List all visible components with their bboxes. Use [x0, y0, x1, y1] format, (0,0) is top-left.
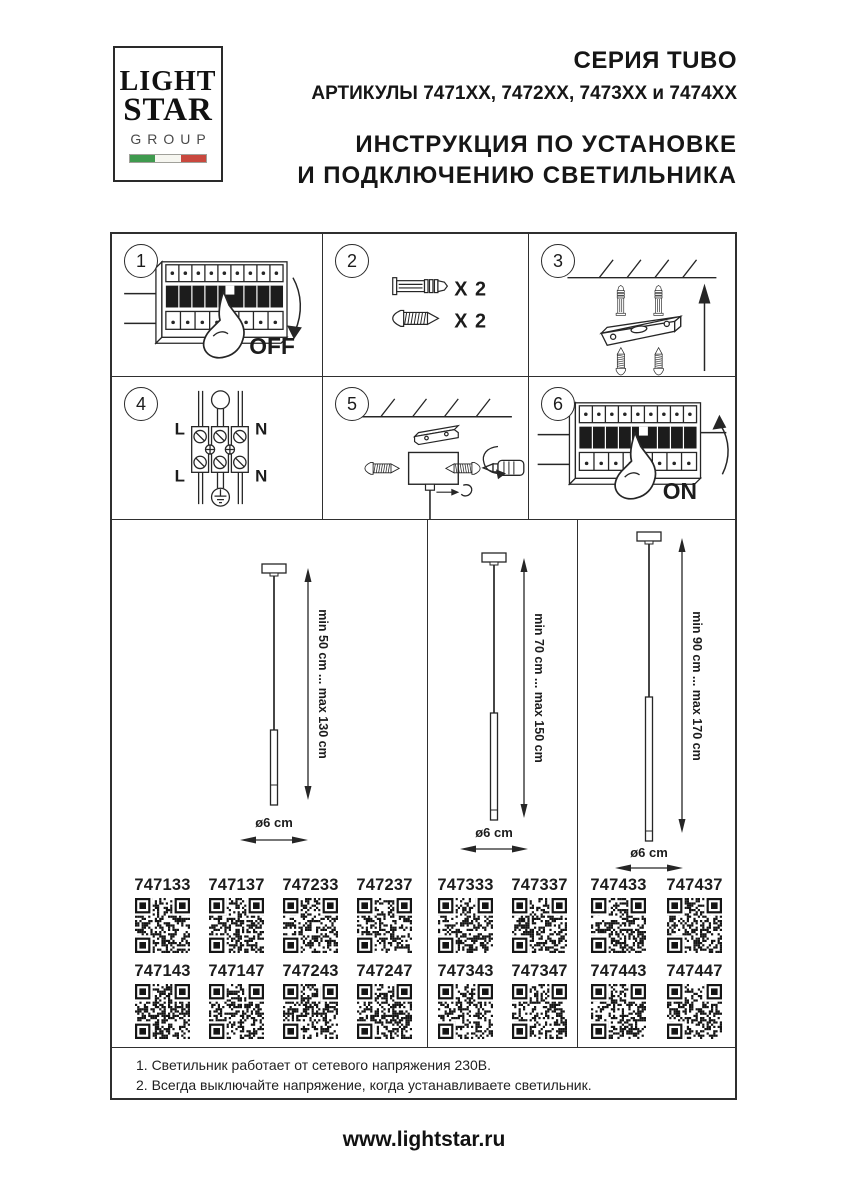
article-number: 747347 — [511, 962, 568, 980]
article-number: 747237 — [356, 876, 413, 894]
qr-code — [135, 898, 190, 953]
article-number: 747247 — [356, 962, 413, 980]
article-number: 747437 — [666, 876, 723, 894]
qr-code — [357, 898, 412, 953]
instruction-title-line2: И ПОДКЛЮЧЕНИЮ СВЕТИЛЬНИКА — [297, 162, 737, 189]
article-item — [429, 963, 503, 1039]
steps-grid — [112, 234, 735, 520]
note-line-2: 2. Всегда выключайте напряжение, когда устанавливаете светильник. — [136, 1077, 592, 1093]
arrow-up-icon — [712, 415, 726, 430]
on-label: ON — [662, 478, 698, 505]
article-item — [581, 877, 657, 953]
article-number: 747243 — [282, 962, 339, 980]
step-number-badge: 6 — [541, 387, 575, 421]
logo-word-group: GROUP — [130, 131, 212, 148]
lamp-column-1 — [112, 520, 428, 1047]
article-item — [429, 877, 503, 953]
article-item — [126, 877, 200, 953]
article-number: 747137 — [208, 876, 265, 894]
articles-subtitle: АРТИКУЛЫ 7471ХХ, 7472ХХ, 7473ХХ и 7474ХХ — [311, 83, 737, 104]
notes-section — [112, 1047, 735, 1098]
article-number: 747447 — [666, 962, 723, 980]
screw-icon — [616, 348, 626, 375]
website-url[interactable]: www.lightstar.ru — [342, 1128, 506, 1151]
lamp-size-section — [112, 520, 735, 1047]
article-number: 747133 — [134, 876, 191, 894]
pendant-lamp-diagram-1 — [112, 520, 428, 872]
article-item — [126, 963, 200, 1039]
article-item — [200, 877, 274, 953]
article-number: 747147 — [208, 962, 265, 980]
lamp-range-label: min 90 cm ... max 170 cm — [690, 611, 704, 761]
step-cell-2 — [323, 234, 529, 377]
qr-code — [135, 984, 190, 1039]
article-item — [581, 963, 657, 1039]
lightstar-logo — [113, 46, 223, 182]
lamp-diameter-label: ø6 cm — [255, 815, 293, 830]
step-cell-4 — [112, 377, 323, 520]
logo-word-star: STAR — [123, 92, 213, 129]
step-cell-1 — [112, 234, 323, 377]
qr-code — [591, 898, 646, 953]
lamp-column-2 — [428, 520, 578, 1047]
terminal-label-N-top: N — [255, 419, 268, 439]
mounting-bracket-icon — [415, 426, 459, 445]
qr-code — [512, 898, 567, 953]
wall-anchor-icon — [654, 285, 663, 315]
step-cell-5 — [323, 377, 529, 520]
article-number: 747143 — [134, 962, 191, 980]
articles-row — [578, 877, 735, 953]
italian-flag-icon — [129, 154, 207, 163]
qr-code — [283, 984, 338, 1039]
article-item — [348, 877, 422, 953]
qr-code — [667, 984, 722, 1039]
step-number-badge: 1 — [124, 244, 158, 278]
qr-code — [438, 898, 493, 953]
instruction-table — [110, 232, 737, 1100]
lamp-diameter-label: ø6 cm — [475, 825, 513, 840]
articles-row — [428, 877, 577, 953]
lamp-range-label: min 50 cm ... max 130 cm — [316, 609, 330, 759]
terminal-label-L-top: L — [174, 419, 185, 439]
note-line-1: 1. Светильник работает от сетевого напряжения 230В. — [136, 1057, 492, 1073]
step-number-badge: 4 — [124, 387, 158, 421]
header-text-block — [297, 47, 737, 191]
article-item — [503, 877, 577, 953]
step-number-badge: 5 — [335, 387, 369, 421]
instruction-title-line1: ИНСТРУКЦИЯ ПО УСТАНОВКЕ — [355, 131, 737, 158]
qr-code — [512, 984, 567, 1039]
qr-code — [591, 984, 646, 1039]
step-number-badge: 3 — [541, 244, 575, 278]
articles-row — [578, 963, 735, 1039]
off-label: OFF — [249, 333, 295, 360]
flag-green-segment — [130, 155, 155, 162]
wall-anchor-icon — [393, 278, 448, 295]
flag-red-segment — [181, 155, 206, 162]
article-number: 747343 — [437, 962, 494, 980]
wall-anchor-icon — [616, 285, 625, 315]
screw-icon — [393, 310, 439, 326]
lamp-diameter-label: ø6 cm — [630, 845, 668, 860]
lamp-column-3 — [578, 520, 735, 1047]
qr-code — [357, 984, 412, 1039]
qr-code — [438, 984, 493, 1039]
terminal-label-L-bottom: L — [174, 466, 185, 486]
article-item — [274, 963, 348, 1039]
article-item — [200, 963, 274, 1039]
instruction-title — [297, 129, 737, 191]
article-number: 747337 — [511, 876, 568, 894]
articles-row — [112, 877, 427, 953]
qr-code — [283, 898, 338, 953]
articles-row — [112, 963, 427, 1039]
step-cell-6 — [529, 377, 735, 520]
pendant-lamp-diagram-3 — [578, 520, 735, 872]
logo-word-light: LIGHT — [119, 65, 217, 97]
screw-qty-label: X 2 — [454, 310, 488, 333]
article-number: 747333 — [437, 876, 494, 894]
screw-icon — [365, 462, 399, 474]
flag-white-segment — [155, 155, 180, 162]
qr-code — [209, 898, 264, 953]
step-number-badge: 2 — [335, 244, 369, 278]
series-title: СЕРИЯ TUBO — [573, 47, 737, 74]
lamp-range-label: min 70 cm ... max 150 cm — [532, 613, 546, 763]
terminal-label-N-bottom: N — [255, 466, 268, 486]
article-number: 747443 — [590, 962, 647, 980]
hook-icon — [461, 485, 471, 496]
article-item — [503, 963, 577, 1039]
articles-row — [428, 963, 577, 1039]
step-cell-3 — [529, 234, 735, 377]
article-number: 747433 — [590, 876, 647, 894]
qr-code — [209, 984, 264, 1039]
article-item — [348, 963, 422, 1039]
anchor-qty-label: X 2 — [454, 278, 488, 301]
article-item — [274, 877, 348, 953]
arrow-up-icon — [699, 284, 711, 304]
mounting-bracket-icon — [601, 316, 680, 345]
article-number: 747233 — [282, 876, 339, 894]
article-item — [657, 963, 733, 1039]
pendant-lamp-diagram-2 — [428, 520, 578, 872]
qr-code — [667, 898, 722, 953]
article-item — [657, 877, 733, 953]
screw-icon — [654, 348, 664, 375]
